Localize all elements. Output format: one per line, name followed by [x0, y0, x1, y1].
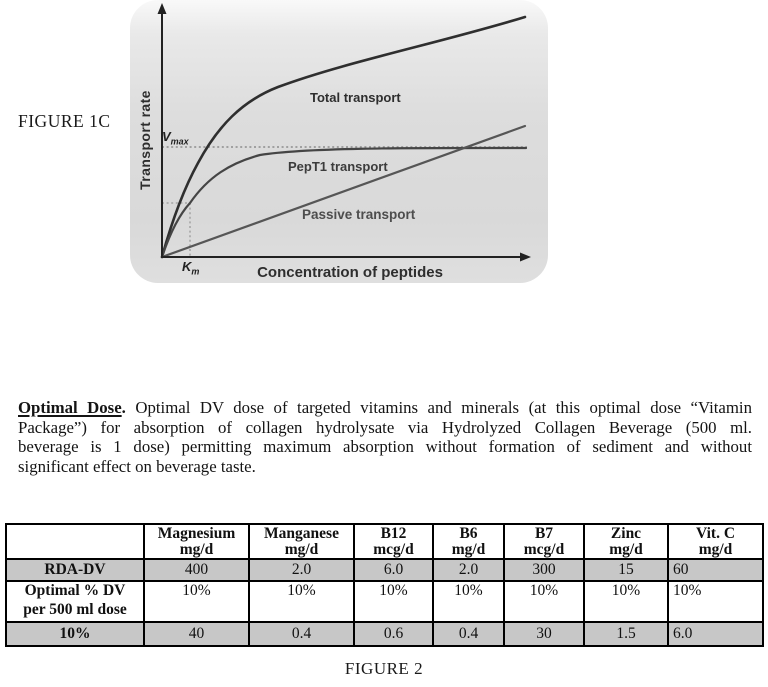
- table-cell: 10%: [249, 581, 354, 622]
- pept1-transport-label: PepT1 transport: [288, 159, 388, 174]
- vmax-symbol: V: [162, 129, 171, 144]
- total-transport-label: Total transport: [310, 90, 401, 105]
- table-cell: 2.0: [249, 559, 354, 581]
- table-cell: 0.4: [249, 622, 354, 646]
- vmax-subscript: max: [170, 136, 189, 147]
- transport-kinetics-plot: [130, 0, 548, 283]
- y-axis-arrow-icon: [158, 3, 167, 14]
- column-name: B12: [380, 525, 407, 542]
- km-subscript: m: [191, 266, 200, 277]
- table-cell: 30: [504, 622, 584, 646]
- header-cell-manganese: [249, 524, 354, 559]
- table-cell: 60: [668, 559, 763, 581]
- column-name: B6: [459, 525, 478, 542]
- table-row-rda-dv: [6, 559, 763, 581]
- row-label: RDA-DV: [6, 559, 144, 581]
- column-name: Vit. C: [695, 525, 736, 542]
- passive-transport-label: Passive transport: [302, 207, 416, 222]
- row-label: [6, 581, 144, 622]
- column-unit: mg/d: [698, 541, 733, 558]
- table-cell: 400: [144, 559, 249, 581]
- figure-1c-chart: [130, 0, 548, 283]
- heading-period: .: [121, 398, 126, 417]
- column-name: Zinc: [610, 525, 642, 542]
- table-cell: 10%: [354, 581, 433, 622]
- x-axis-arrow-icon: [520, 253, 531, 262]
- header-cell-b7: [504, 524, 584, 559]
- optimal-dose-paragraph: [18, 398, 752, 476]
- table-cell: 10%: [504, 581, 584, 622]
- table-cell: 0.4: [433, 622, 504, 646]
- row-label-line-1: Optimal % DV: [24, 582, 126, 599]
- paragraph-line-1-text: Optimal DV dose of targeted vitamins and minerals (at this optimal dose “Vitamin: [135, 398, 752, 417]
- table-cell: 40: [144, 622, 249, 646]
- row-label: 10%: [6, 622, 144, 646]
- column-unit: mcg/d: [373, 541, 414, 558]
- table-cell: 10%: [668, 581, 763, 622]
- optimal-dose-heading: Optimal Dose: [18, 398, 122, 417]
- column-name: B7: [534, 525, 554, 542]
- vmax-label: [162, 129, 189, 147]
- column-name: Manganese: [264, 525, 339, 542]
- paragraph-line-1: [18, 398, 752, 418]
- table-cell: 2.0: [433, 559, 504, 581]
- column-name: Magnesium: [157, 525, 236, 542]
- header-cell-empty: [6, 524, 144, 559]
- table-header-row: [6, 524, 763, 559]
- y-axis-label: Transport rate: [137, 90, 153, 190]
- header-cell-magnesium: [144, 524, 249, 559]
- header-cell-b12: [354, 524, 433, 559]
- column-unit: mg/d: [179, 541, 214, 558]
- table-cell: 10%: [144, 581, 249, 622]
- table-cell: 0.6: [354, 622, 433, 646]
- paragraph-line-4: significant effect on beverage taste.: [18, 456, 256, 476]
- row-label-line-2: per 500 ml dose: [23, 600, 127, 618]
- header-cell-b6: [433, 524, 504, 559]
- figure-1c-caption: FIGURE 1C: [18, 111, 111, 131]
- header-cell-zinc: [584, 524, 668, 559]
- table-row-ten-percent: [6, 622, 763, 646]
- table-cell: 10%: [433, 581, 504, 622]
- column-unit: mg/d: [609, 541, 643, 558]
- table-cell: 15: [584, 559, 668, 581]
- km-symbol: K: [182, 259, 192, 274]
- table-cell: 6.0: [668, 622, 763, 646]
- table-cell: 1.5: [584, 622, 668, 646]
- paragraph-line-3: beverage is 1 dose) permitting maximum absorption without formation of sediment and without: [18, 437, 752, 457]
- table-cell: 10%: [584, 581, 668, 622]
- figure-2-caption: FIGURE 2: [344, 659, 424, 678]
- vitamin-dose-table: [5, 523, 764, 647]
- column-unit: mg/d: [451, 541, 486, 558]
- table-cell: 6.0: [354, 559, 433, 581]
- paragraph-line-2: Package”) for absorption of collagen hydrolysate via Hydrolyzed Collagen Beverage (500 ml.: [18, 417, 752, 437]
- column-unit: mg/d: [284, 541, 319, 558]
- header-cell-vitc: [668, 524, 763, 559]
- table-row-optimal-dv: [6, 581, 763, 622]
- km-label: [182, 259, 199, 277]
- column-unit: mcg/d: [523, 541, 565, 558]
- table-cell: 300: [504, 559, 584, 581]
- x-axis-label: Concentration of peptides: [257, 264, 443, 281]
- passive-transport-curve: [162, 126, 525, 257]
